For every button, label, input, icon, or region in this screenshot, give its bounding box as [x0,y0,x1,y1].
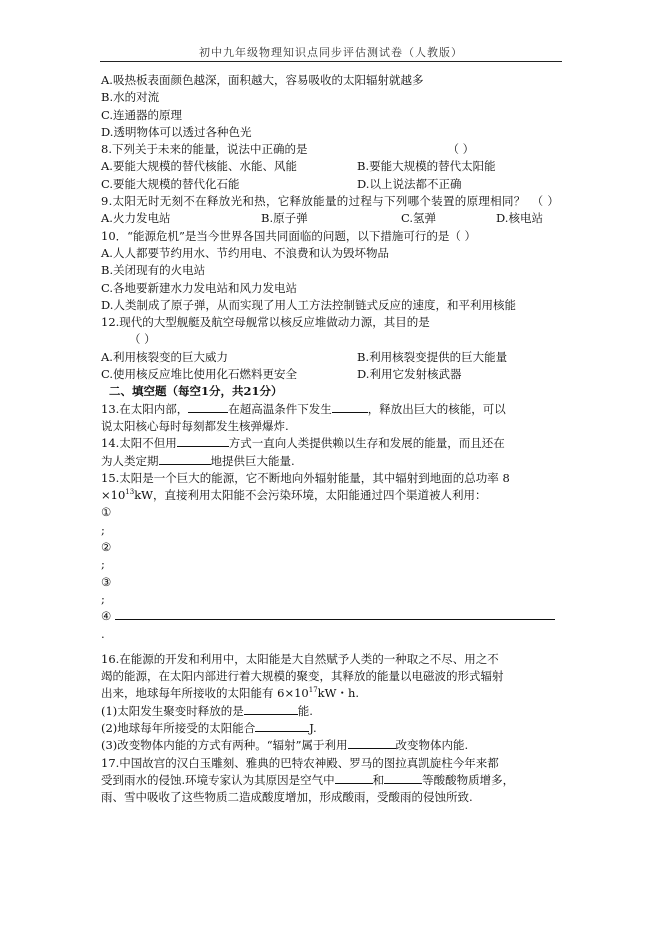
option-c: C.各地要新建水力发电站和风力发电站 [101,280,298,295]
text: ×10 [101,488,126,503]
channel-2 [101,539,563,556]
text: kW，直接利用太阳能不会污染环境，太阳能通过四个渠道被人利用： [134,488,487,503]
answer-blank[interactable] [332,401,368,413]
channel-3 [101,574,563,591]
question-12-options [101,349,563,366]
channel-1 [101,504,563,521]
answer-blank[interactable] [348,737,396,749]
text: 等酸酸物质增多， [422,772,515,787]
question-14 [101,435,563,452]
answer-paren: （ ） [129,332,156,347]
text: (3)改变物体内能的方式有两种。“辐射”属于利用 [101,738,348,753]
exponent: 17 [308,686,318,695]
text: 为人类定期 [101,453,159,468]
text: 能. [297,703,313,718]
text: (1)太阳发生聚变时释放的是 [101,703,244,718]
text: (2)地球每年所接受的太阳能合 [101,720,256,735]
option-d: D.以上说法都不正确 [357,176,462,191]
text: ，释放出巨大的核能，可以 [367,401,506,416]
separator: ; [101,522,105,537]
circled-number: ① [101,505,112,520]
question-8-text: 8.下列关于未来的能量，说法中正确的是 [101,142,308,157]
option-c: C.使用核反应堆比使用化石燃料更安全 [101,367,298,382]
option-b: B.原子弹 [261,211,308,226]
question-8-options [101,176,563,193]
option-line: B.水的对流 [101,90,160,105]
question-9-options [101,210,563,227]
question-10: 10．“能源危机”是当今世界各国共同面临的问题，以下措施可行的是（ ） [101,228,477,243]
question-9: 9.太阳无时无刻不在释放光和热，它释放能量的过程与下列哪个装置的原理相同？ （ ） [101,194,560,209]
answer-blank[interactable] [255,720,309,732]
question-14-cont [101,453,563,470]
header-rule [100,61,562,62]
question-17-cont: 雨、雪中吸收了这些物质二造成酸度增加，形成酸雨，受酸雨的侵蚀所致. [101,790,473,805]
option-d: D.核电站 [496,211,543,226]
option-d: D.人类制成了原子弹，从而实现了用人工方法控制链式反应的速度，和平利用核能 [101,297,516,312]
option-b: B.要能大规模的替代太阳能 [357,159,496,174]
question-15: 15.太阳是一个巨大的能源，它不断地向外辐射能量，其中辐射到地面的总功率 8 [101,470,510,485]
sub-question-3 [101,737,563,754]
text: kW・h. [317,686,360,701]
answer-blank[interactable] [244,703,298,715]
text: 地提供巨大能量. [210,453,295,468]
option-c: C.要能大规模的替代化石能 [101,176,240,191]
section-title: 二、填空题（每空1分，共21分） [109,384,283,399]
exam-content [101,72,563,806]
text: 14.太阳不但用 [101,436,177,451]
separator: ; [101,591,105,606]
question-17-cont [101,772,563,789]
circled-number: ② [101,540,112,555]
question-12: 12.现代的大型舰艇及航空母舰常以核反应堆做动力源，其目的是 [101,315,430,330]
option-b: B.关闭现有的火电站 [101,263,206,278]
text: 改变物体内能. [395,738,469,753]
question-8-options [101,158,563,175]
separator: ; [101,557,105,572]
end-dot: . [101,626,105,641]
option-a: A.人人都要节约用水、节约用电、不浪费和认为毁坏物品 [101,245,389,260]
question-16-cont [101,685,563,702]
answer-blank[interactable] [335,772,373,784]
page-header: 初中九年级物理知识点同步评估测试卷（人教版） [199,46,463,59]
answer-blank[interactable] [188,401,228,413]
answer-paren: （ ） [447,142,475,157]
sub-question-1 [101,703,563,720]
question-12-options [101,366,563,383]
text: 方式一直向人类提供赖以生存和发展的能量，而且还在 [228,436,505,451]
text: 受到雨水的侵蚀.环境专家认为其原因是空气中 [101,772,335,787]
answer-line[interactable] [115,608,555,620]
text: 和 [372,772,385,787]
text: 出来，地球每年所接收的太阳能有 6×10 [101,686,309,701]
question-16-cont: 竭的能源，在太阳内部进行着大规模的聚变，其释放的能量以电磁波的形式辐射 [101,669,504,684]
option-a: A.要能大规模的替代核能、水能、风能 [101,159,297,174]
answer-blank[interactable] [159,453,211,465]
question-15-cont [101,487,563,504]
text: 13.在太阳内部， [101,401,189,416]
option-line: D.透明物体可以透过各种色光 [101,124,252,139]
option-line: A.吸热板表面颜色越深，面积越大，容易吸收的太阳辐射就越多 [101,73,424,87]
channel-4 [101,608,563,625]
question-13-cont: 说太阳核心每时每刻都发生核弹爆炸. [101,418,289,433]
circled-number: ④ [101,609,112,624]
option-a: A.利用核裂变的巨大威力 [101,349,228,364]
question-17: 17.中国故宫的汉白玉雕刻、雅典的巴特农神殿、罗马的图拉真凯旋柱今年来都 [101,755,499,770]
option-line: C.连通器的原理 [101,107,183,122]
option-d: D.利用它发射核武器 [357,367,462,382]
option-c: C.氢弹 [401,211,437,226]
question-13 [101,401,563,418]
answer-blank[interactable] [177,435,229,447]
answer-blank[interactable] [384,772,422,784]
question-16: 16.在能源的开发和利用中，太阳能是大自然赋予人类的一种取之不尽、用之不 [101,651,499,666]
option-a: A.火力发电站 [101,211,171,226]
option-b: B.利用核裂变提供的巨大能量 [357,349,508,364]
sub-question-2 [101,720,563,737]
circled-number: ③ [101,574,112,589]
text: 在超高温条件下发生 [228,401,332,416]
text: J. [309,720,317,735]
exponent: 13 [125,488,135,497]
question-8 [101,141,563,158]
